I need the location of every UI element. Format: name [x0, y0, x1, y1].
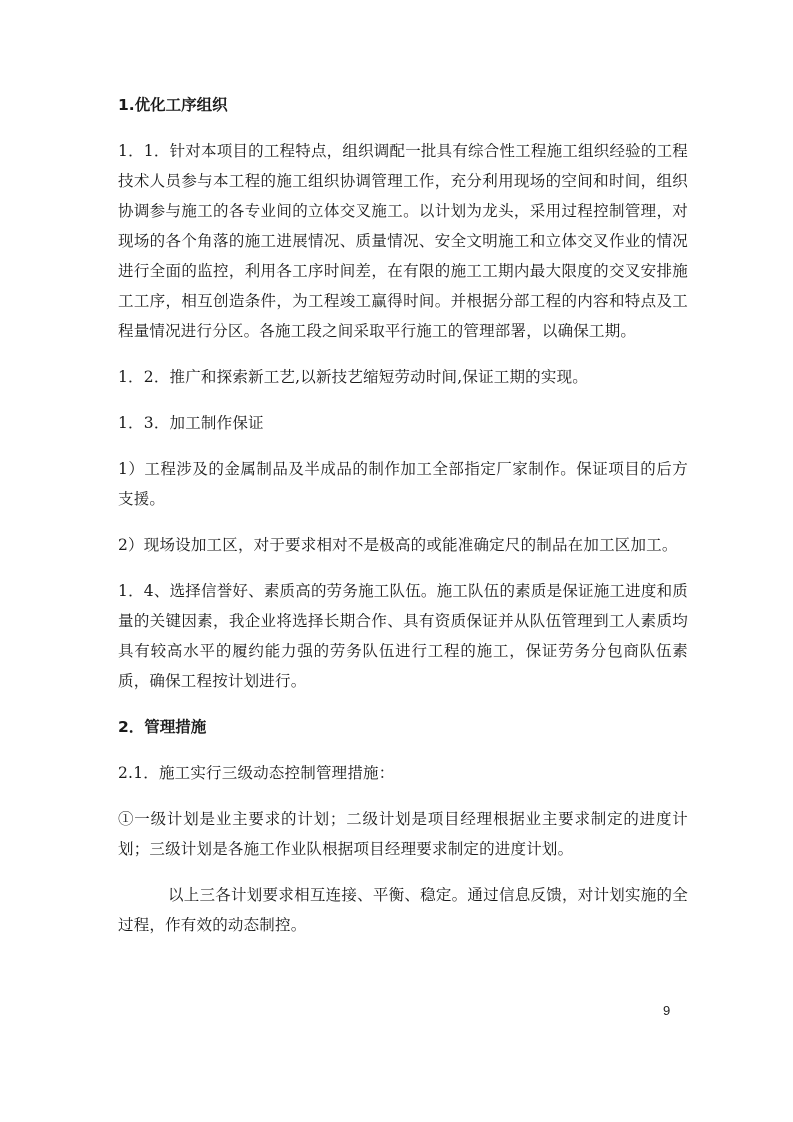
paragraph-1-3: 1．3．加工制作保证 — [118, 414, 264, 432]
paragraph-1-4: 1．4、选择信誉好、素质高的劳务施工队伍。施工队伍的素质是保证施工进度和质量的关键因素，我企业将选择长期合作、具有资质保证并从队伍管理到工人素质均具有较高水平的履约能力强的劳务队伍进行工程的施工，保证劳务分包商队伍素质，确保工程按计划进行。 — [118, 582, 688, 690]
document-page — [118, 90, 688, 956]
paragraph-2-1: 2.1．施工实行三级动态控制管理措施： — [118, 764, 395, 782]
paragraph-1-3-a: 1）工程涉及的金属制品及半成品的制作加工全部指定厂家制作。保证项目的后方支援。 — [118, 460, 688, 508]
page-number: 9 — [663, 1003, 671, 1018]
paragraph-1-2: 1．2．推广和探索新工艺,以新技艺缩短劳动时间,保证工期的实现。 — [118, 368, 588, 386]
section-heading-2: 2．管理措施 — [118, 718, 207, 736]
section-heading-1: 1.优化工序组织 — [118, 96, 228, 114]
paragraph-2-1-a: ①一级计划是业主要求的计划；二级计划是项目经理根据业主要求制定的进度计划；三级计划是各施工作业队根据项目经理要求制定的进度计划。 — [118, 810, 688, 858]
paragraph-1-3-b: 2）现场设加工区，对于要求相对不是极高的或能准确定尺的制品在加工区加工。 — [118, 536, 678, 554]
paragraph-1-1: 1．1．针对本项目的工程特点，组织调配一批具有综合性工程施工组织经验的工程技术人员参与本工程的施工组织协调管理工作，充分利用现场的空间和时间，组织协调参与施工的各专业间的立体交叉施工。以计划为龙头，采用过程控制管理，对现场的各个角落的施工进展情况、质量情况、安全文明施工和立体交叉作业的情况进行全面的监控，利用各工序时间差，在有限的施工工期内最大限度的交叉安排施工工序，相互创造条件，为工程竣工赢得时间。并根据分部工程的内容和特点及工程量情况进行分区。各施工段之间采取平行施工的管理部署，以确保工期。 — [118, 142, 688, 340]
paragraph-2-1-b: 以上三各计划要求相互连接、平衡、稳定。通过信息反馈，对计划实施的全过程，作有效的动态制控。 — [118, 886, 688, 934]
